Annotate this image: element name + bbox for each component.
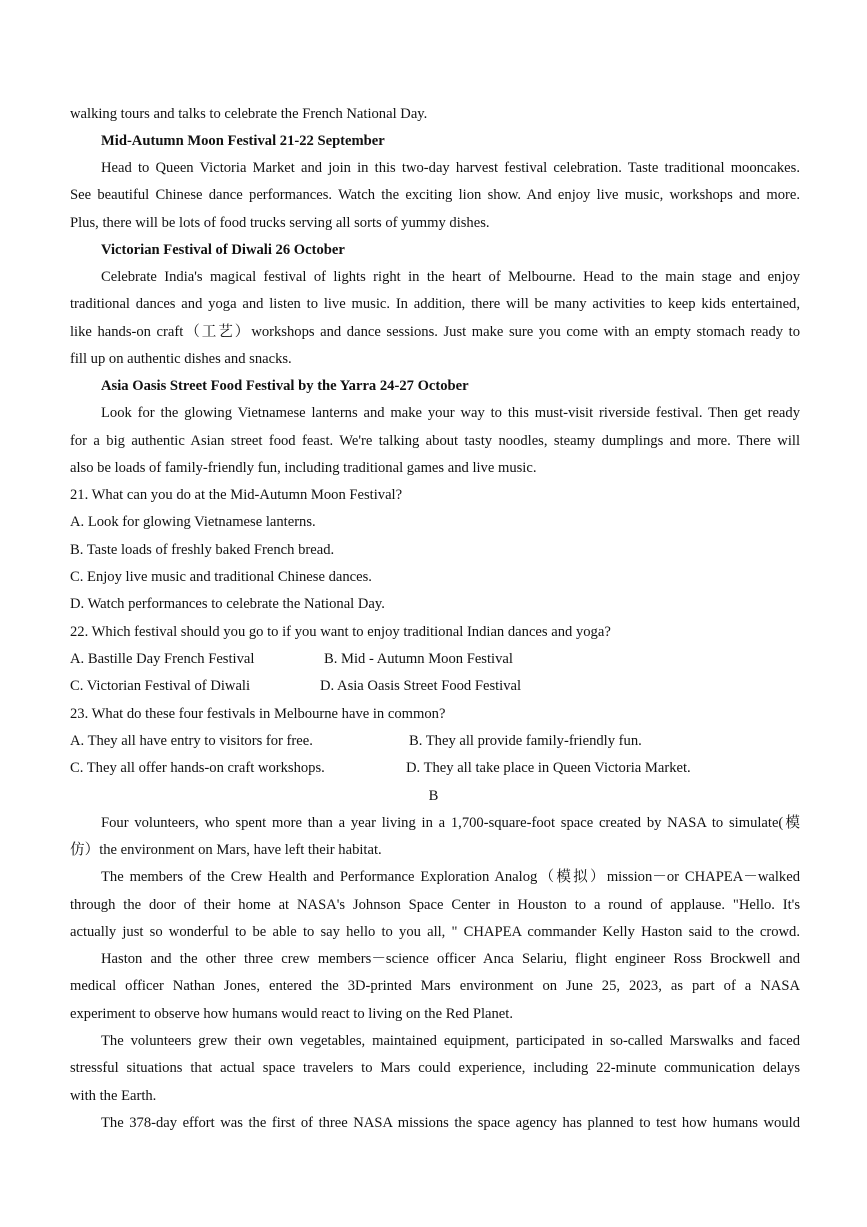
festival-heading: Mid-Autumn Moon Festival 21-22 September [101, 133, 385, 149]
text-line: for a big authentic Asian street food feast. We're talking about tasty noodles, steamy dumplings and more. There will [70, 433, 800, 449]
answer-option: B. They all provide family-friendly fun. [409, 733, 642, 749]
question-stem: 21. What can you do at the Mid-Autumn Moon Festival? [70, 487, 403, 503]
text-line: The volunteers grew their own vegetables, maintained equipment, participated in so-called Marswalks and faced [101, 1033, 800, 1049]
answer-option: C. They all offer hands-on craft workshops. [70, 760, 325, 776]
answer-option: A. Bastille Day French Festival [70, 651, 255, 667]
text-line: medical officer Nathan Jones, entered the 3D-printed Mars environment on June 25, 2023, as part of a NASA [70, 978, 800, 994]
text-line: with the Earth. [70, 1088, 157, 1104]
text-line: traditional dances and yoga and listen to live music. In addition, there will be many activities to keep kids entertained, [70, 296, 800, 312]
answer-option: A. Look for glowing Vietnamese lanterns. [70, 514, 316, 530]
festival-heading: Asia Oasis Street Food Festival by the Yarra 24-27 October [101, 378, 469, 394]
festival-heading: Victorian Festival of Diwali 26 October [101, 242, 345, 258]
text-line: Plus, there will be lots of food trucks serving all sorts of yummy dishes. [70, 215, 490, 231]
text-line: Haston and the other three crew members－science officer Anca Selariu, flight engineer Ross Brockwell and [101, 951, 800, 967]
answer-option: B. Taste loads of freshly baked French bread. [70, 542, 335, 558]
answer-option: B. Mid - Autumn Moon Festival [324, 651, 513, 667]
text-line: also be loads of family-friendly fun, including traditional games and live music. [70, 460, 537, 476]
text-line: The 378-day effort was the first of three NASA missions the space agency has planned to test how humans would [101, 1115, 800, 1131]
section-heading: B [428, 788, 439, 804]
text-line: stressful situations that actual space travelers to Mars could experience, including 22-minute communication delays [70, 1060, 800, 1076]
text-line: Four volunteers, who spent more than a year living in a 1,700-square-foot space created by NASA to simulate(模 [101, 815, 800, 831]
text-line: See beautiful Chinese dance performances. Watch the exciting lion show. And enjoy live music, workshops and more. [70, 187, 800, 203]
text-line: Look for the glowing Vietnamese lanterns and make your way to this must-visit riverside festival. Then get ready [101, 405, 800, 421]
text-line: Celebrate India's magical festival of lights right in the heart of Melbourne. Head to the main stage and enjoy [101, 269, 800, 285]
text-line: Head to Queen Victoria Market and join in this two-day harvest festival celebration. Taste traditional mooncakes. [101, 160, 800, 176]
text-line: through the door of their home at NASA's Johnson Space Center in Houston to a round of applause. "Hello. It's [70, 897, 800, 913]
answer-option: C. Enjoy live music and traditional Chinese dances. [70, 569, 372, 585]
text-line: The members of the Crew Health and Performance Exploration Analog（模拟）mission－or CHAPEA－walked [101, 869, 800, 885]
answer-option: D. Watch performances to celebrate the National Day. [70, 596, 385, 612]
text-line: fill up on authentic dishes and snacks. [70, 351, 292, 367]
answer-option: D. They all take place in Queen Victoria Market. [406, 760, 691, 776]
text-line: experiment to observe how humans would react to living on the Red Planet. [70, 1006, 513, 1022]
question-stem: 22. Which festival should you go to if you want to enjoy traditional Indian dances and yoga? [70, 624, 611, 640]
text-line: actually just so wonderful to be able to say hello to you all, " CHAPEA commander Kelly Haston said to the crowd. [70, 924, 800, 940]
text-line: like hands-on craft（工艺）workshops and dance sessions. Just make sure you come with an empty stomach ready to [70, 324, 800, 340]
answer-option: C. Victorian Festival of Diwali [70, 678, 251, 694]
text-line: walking tours and talks to celebrate the French National Day. [70, 106, 428, 122]
text-line: 仿）the environment on Mars, have left their habitat. [70, 842, 382, 858]
question-stem: 23. What do these four festivals in Melbourne have in common? [70, 706, 446, 722]
answer-option: A. They all have entry to visitors for free. [70, 733, 313, 749]
answer-option: D. Asia Oasis Street Food Festival [320, 678, 522, 694]
